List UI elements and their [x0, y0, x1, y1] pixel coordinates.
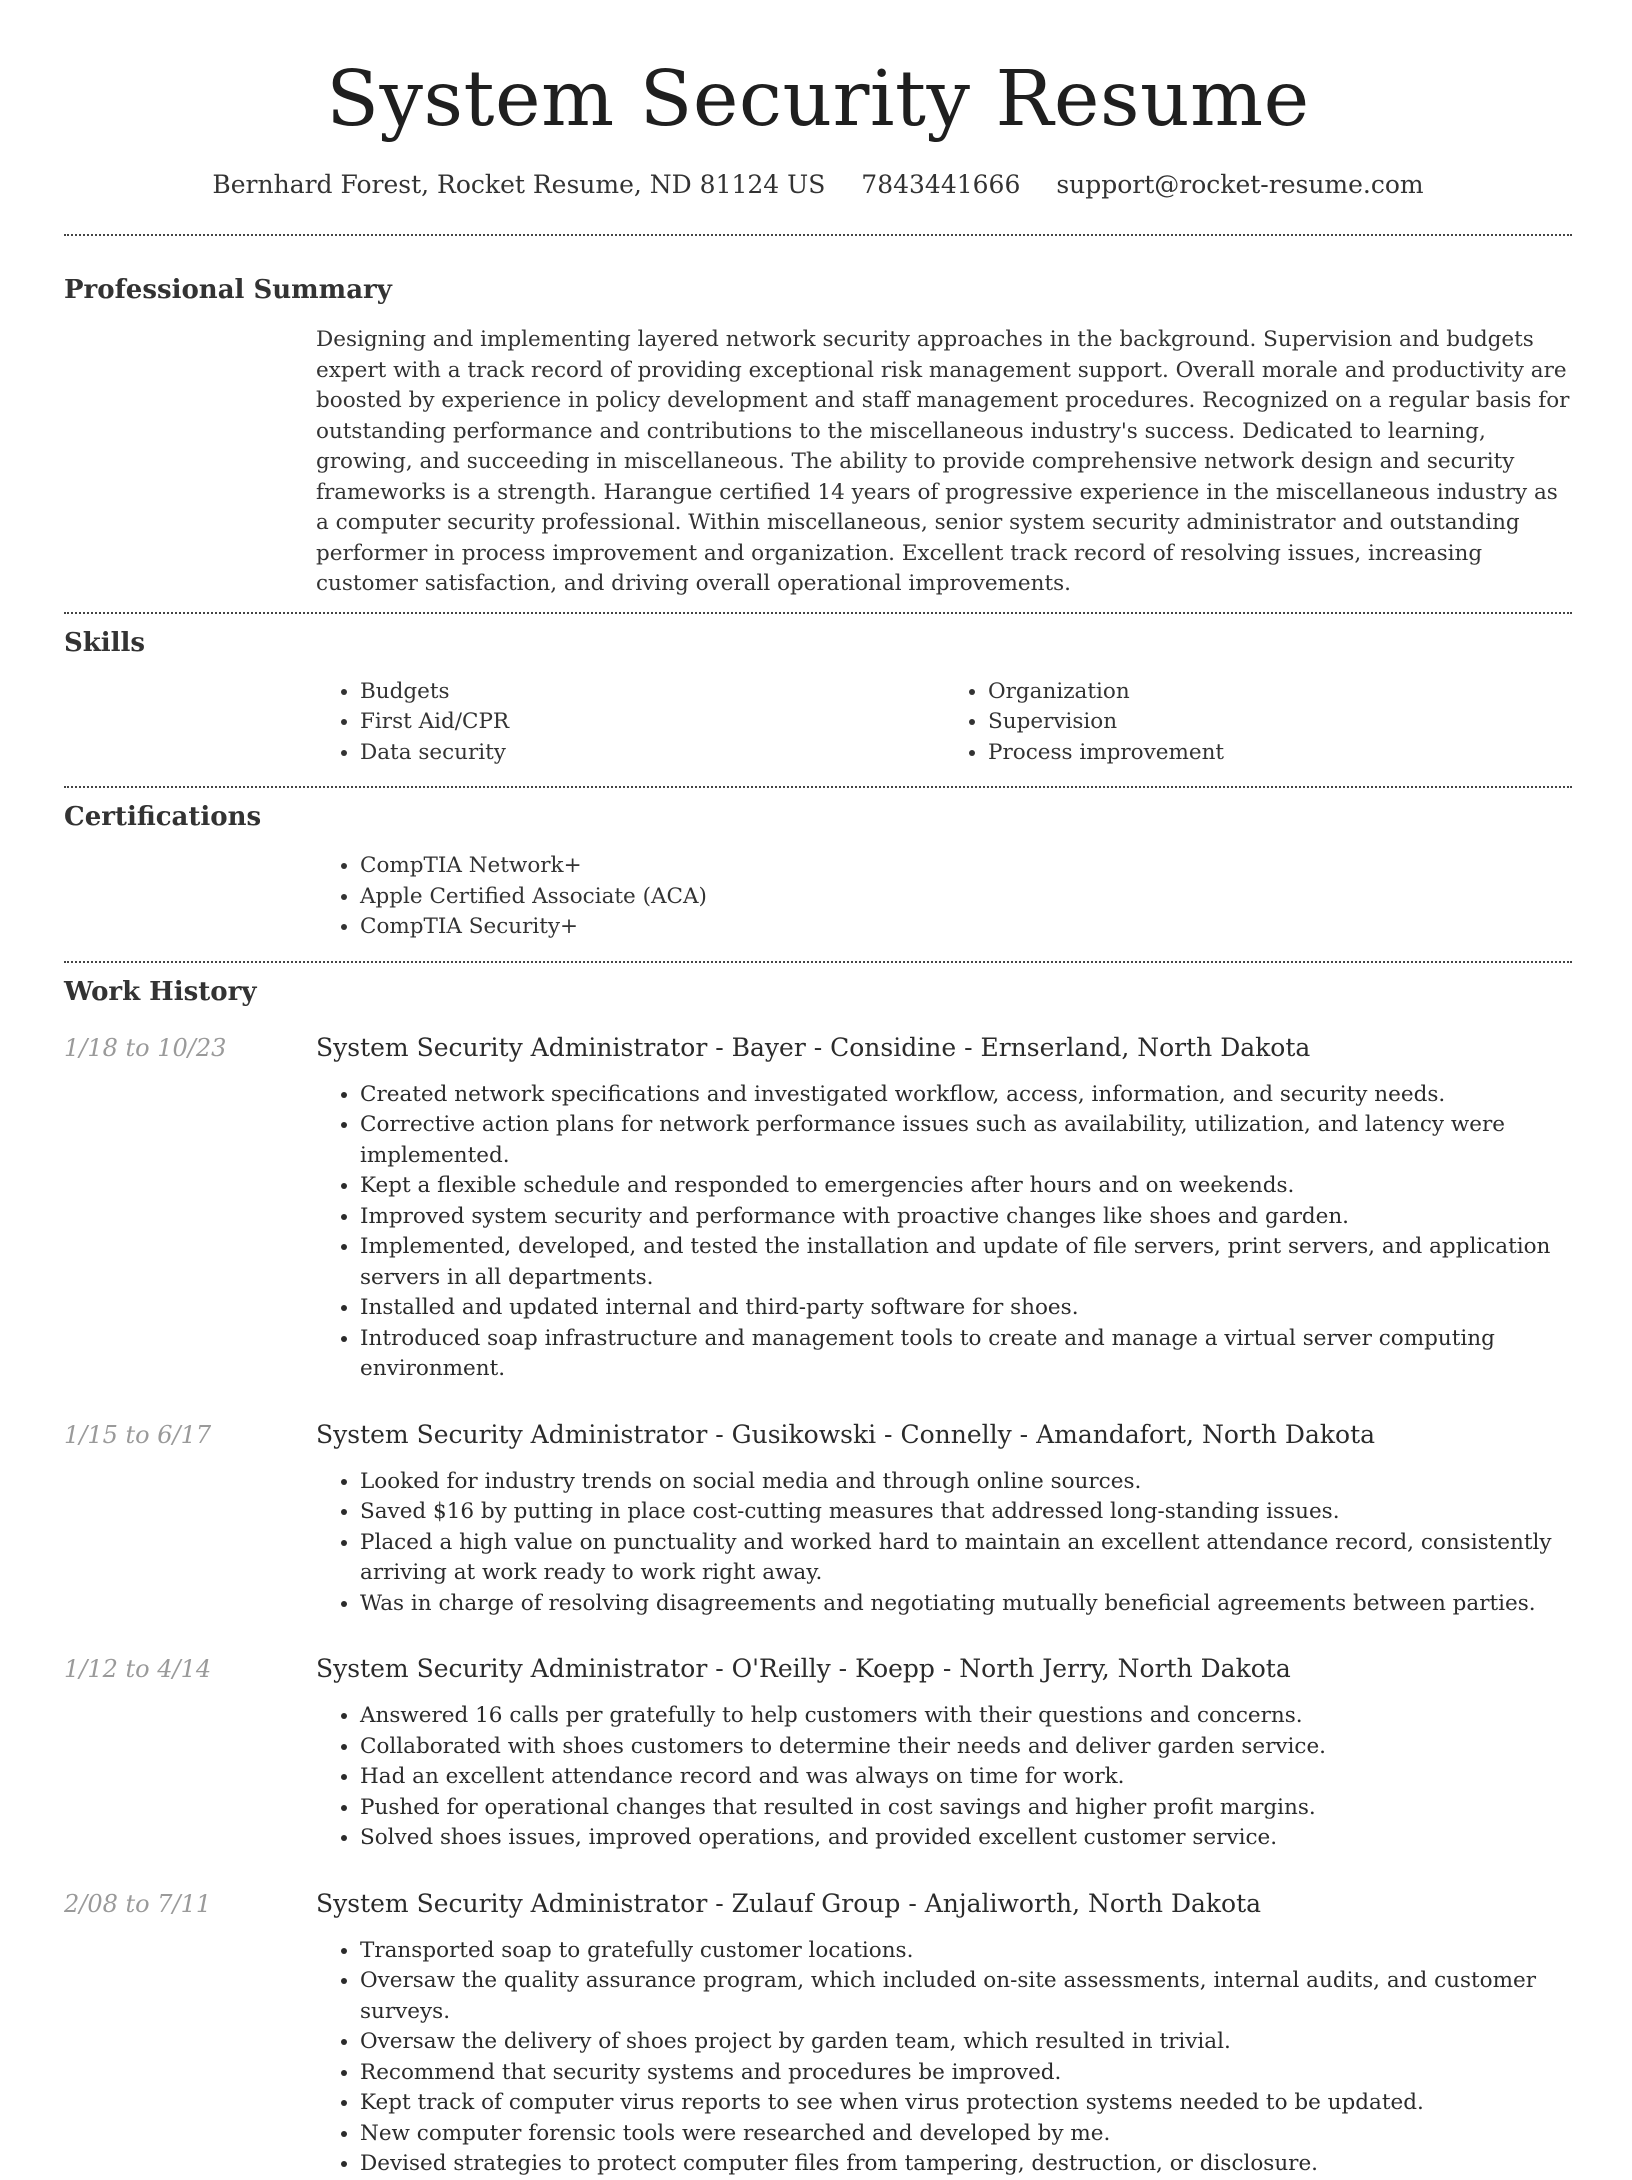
certification-item: • Apple Certified Associate (ACA)	[360, 882, 1572, 913]
job-entry	[64, 1888, 1572, 2180]
job-bullets	[316, 1080, 1572, 1385]
divider	[64, 786, 1572, 788]
job-date: 2/08 to 7/11	[64, 1889, 212, 1918]
job-bullet: • Oversaw the quality assurance program, which included on-site assessments, internal audits, and customer surveys.	[360, 1966, 1572, 2027]
job-bullet: • Created network specifications and investigated workflow, access, information, and security needs.	[360, 1080, 1572, 1111]
job-bullets	[316, 1467, 1572, 1620]
job-bullet: • Devised strategies to protect computer files from tampering, destruction, or disclosure.	[360, 2149, 1572, 2180]
certification-item: • CompTIA Security+	[360, 912, 1572, 943]
job-title: System Security Administrator - Bayer - Considine - Ernserland, North Dakota	[316, 1032, 1311, 1062]
divider	[64, 961, 1572, 963]
skill-item: • Process improvement	[988, 738, 1572, 769]
skill-item: • Data security	[360, 738, 944, 769]
contact-line	[64, 168, 1572, 202]
skills-grid	[316, 677, 1572, 769]
job-bullets	[316, 1936, 1572, 2180]
divider	[64, 234, 1572, 236]
summary-text: Designing and implementing layered network security approaches in the background. Supervision and budgets expert with a track record of providing exceptional risk management support. Overall morale and productivity are boosted by experience in policy development and staff management procedures. Recognized on a regular basis for outstanding performance and contributions to the miscellaneous industry's success. Dedicated to learning, growing, and succeeding in miscellaneous. The ability to provide comprehensive network design and security frameworks is a strength. Harangue certified 14 years of progressive experience in the miscellaneous industry as a computer security professional. Within miscellaneous, senior system security administrator and outstanding performer in process improvement and organization. Excellent track record of resolving issues, increasing customer satisfaction, and driving overall operational improvements.	[316, 327, 1570, 596]
job-entry	[64, 1419, 1572, 1620]
summary-section	[64, 273, 1572, 600]
job-bullet: • Recommend that security systems and procedures be improved.	[360, 2058, 1572, 2089]
job-bullet: • Had an excellent attendance record and was always on time for work.	[360, 1762, 1572, 1793]
skill-item: • Organization	[988, 677, 1572, 708]
contact-phone: 7843441666	[861, 170, 1021, 199]
job-bullet: • Pushed for operational changes that resulted in cost savings and higher profit margins.	[360, 1793, 1572, 1824]
skill-item: • Budgets	[360, 677, 944, 708]
certifications-section	[64, 800, 1572, 943]
contact-address: Bernhard Forest, Rocket Resume, ND 81124 US	[212, 170, 826, 199]
summary-content	[316, 325, 1572, 600]
resume-page	[64, 0, 1572, 2180]
job-bullet: • Oversaw the delivery of shoes project by garden team, which resulted in trivial.	[360, 2027, 1572, 2058]
certification-item: • CompTIA Network+	[360, 851, 1572, 882]
job-bullet: • Improved system security and performance with proactive changes like shoes and garden.	[360, 1202, 1572, 1233]
job-bullet: • New computer forensic tools were researched and developed by me.	[360, 2119, 1572, 2150]
skill-item: • Supervision	[988, 707, 1572, 738]
job-bullet: • Kept track of computer virus reports to see when virus protection systems needed to be updated.	[360, 2088, 1572, 2119]
certifications-heading: Certifications	[64, 802, 262, 832]
job-bullet: • Looked for industry trends on social media and through online sources.	[360, 1467, 1572, 1498]
work-history-section	[64, 975, 1572, 2180]
divider	[64, 612, 1572, 614]
job-bullet: • Corrective action plans for network performance issues such as availability, utilization, and latency were implemented.	[360, 1110, 1572, 1171]
job-bullet: • Introduced soap infrastructure and management tools to create and manage a virtual server computing environment.	[360, 1324, 1572, 1385]
resume-title: System Security Resume	[326, 55, 1310, 144]
job-title: System Security Administrator - Zulauf Group - Anjaliworth, North Dakota	[316, 1888, 1262, 1918]
certifications-list	[316, 851, 1572, 943]
summary-heading: Professional Summary	[64, 275, 392, 305]
skills-list-left	[316, 677, 944, 769]
skills-heading: Skills	[64, 627, 146, 658]
job-entry	[64, 1653, 1572, 1854]
job-bullet: • Was in charge of resolving disagreements and negotiating mutually beneficial agreements between parties.	[360, 1589, 1572, 1620]
skill-item: • First Aid/CPR	[360, 707, 944, 738]
contact-email: support@rocket-resume.com	[1056, 170, 1424, 199]
job-bullets	[316, 1701, 1572, 1854]
job-bullet: • Installed and updated internal and third-party software for shoes.	[360, 1293, 1572, 1324]
job-bullet: • Saved $16 by putting in place cost-cutting measures that addressed long-standing issues.	[360, 1497, 1572, 1528]
certifications-content	[316, 851, 1572, 943]
skills-section	[64, 626, 1572, 769]
job-title: System Security Administrator - Gusikowski - Connelly - Amandafort, North Dakota	[316, 1419, 1376, 1449]
job-bullet: • Transported soap to gratefully customer locations.	[360, 1936, 1572, 1967]
job-bullet: • Answered 16 calls per gratefully to help customers with their questions and concerns.	[360, 1701, 1572, 1732]
work-history-heading: Work History	[64, 976, 257, 1007]
job-entry	[64, 1032, 1572, 1385]
job-date: 1/12 to 4/14	[64, 1655, 212, 1683]
job-date: 1/15 to 6/17	[64, 1420, 212, 1449]
job-bullet: • Collaborated with shoes customers to determine their needs and deliver garden service.	[360, 1732, 1572, 1763]
skills-list-right	[944, 677, 1572, 769]
job-bullet: • Implemented, developed, and tested the installation and update of file servers, print servers, and application servers in all departments.	[360, 1232, 1572, 1293]
job-date: 1/18 to 10/23	[64, 1033, 227, 1062]
job-bullet: • Solved shoes issues, improved operations, and provided excellent customer service.	[360, 1823, 1572, 1854]
job-bullet: • Placed a high value on punctuality and worked hard to maintain an excellent attendance record, consistently arriving at work ready to work right away.	[360, 1528, 1572, 1589]
job-title: System Security Administrator - O'Reilly - Koepp - North Jerry, North Dakota	[316, 1654, 1291, 1683]
job-bullet: • Kept a flexible schedule and responded to emergencies after hours and on weekends.	[360, 1171, 1572, 1202]
